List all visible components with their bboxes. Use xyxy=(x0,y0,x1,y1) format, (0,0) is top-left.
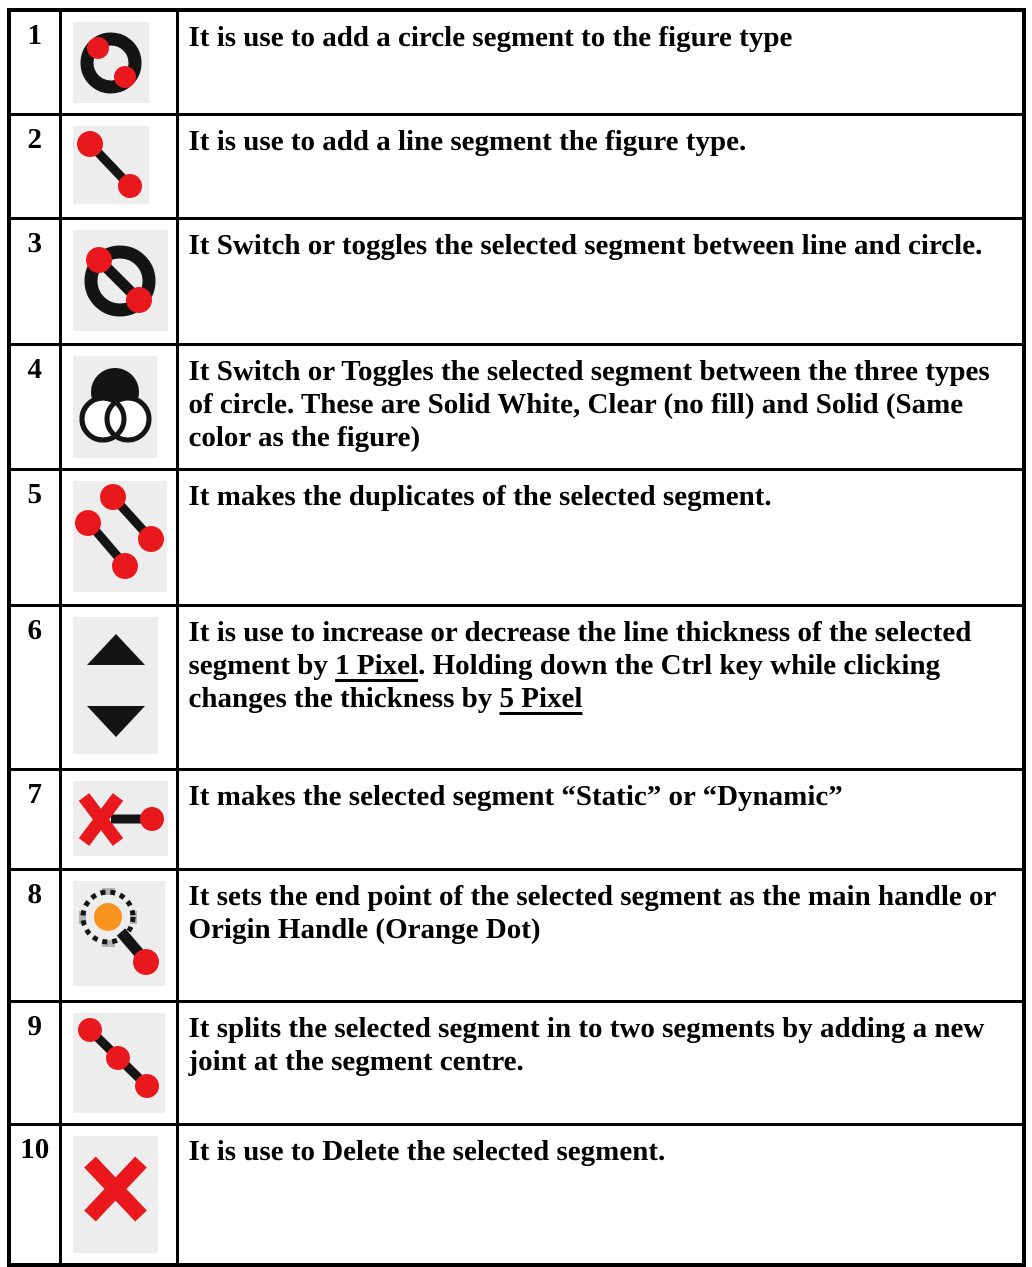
row-number: 2 xyxy=(9,115,60,219)
delete-segment-icon xyxy=(73,1136,158,1253)
description-text: It is use to Delete the selected segment. xyxy=(188,1135,666,1167)
description-text: It makes the selected segment “Static” or “Dynamic” xyxy=(188,780,843,812)
description-text: It is use to add a line segment the figure type. xyxy=(188,125,747,157)
icon-cell xyxy=(60,345,177,470)
row-description xyxy=(177,870,1024,1002)
table-row xyxy=(9,345,1024,470)
table-row xyxy=(9,1125,1024,1266)
description-text: It makes the duplicates of the selected segment. xyxy=(188,480,772,512)
duplicate-segment-icon xyxy=(73,481,167,592)
icon-cell xyxy=(60,1125,177,1266)
row-number: 1 xyxy=(9,10,60,115)
row-description xyxy=(177,345,1024,470)
icon-cell xyxy=(60,870,177,1002)
row-description xyxy=(177,1125,1024,1266)
line-thickness-icon-graphic xyxy=(73,617,158,754)
description-text: It is use to add a circle segment to the figure type xyxy=(188,21,793,53)
toggle-circle-fill-icon-graphic xyxy=(73,356,157,458)
table-row xyxy=(9,606,1024,770)
table-row xyxy=(9,1002,1024,1125)
icon-cell xyxy=(60,10,177,115)
underlined-text: 1 Pixel xyxy=(335,649,419,681)
row-description xyxy=(177,470,1024,606)
split-segment-icon xyxy=(73,1013,165,1113)
row-number: 10 xyxy=(9,1125,60,1266)
icon-cell xyxy=(60,115,177,219)
line-thickness-icon xyxy=(73,617,158,754)
split-segment-icon-graphic xyxy=(73,1013,165,1113)
delete-segment-icon-graphic xyxy=(73,1136,158,1253)
icon-cell xyxy=(60,219,177,345)
description-text: It is use to increase or decrease the line thickness of the selected segment by xyxy=(188,616,972,681)
row-description xyxy=(177,770,1024,870)
table-row xyxy=(9,770,1024,870)
row-description xyxy=(177,115,1024,219)
description-text: It sets the end point of the selected segment as the main handle or Origin Handle (Orange Dot) xyxy=(188,880,996,945)
row-number: 3 xyxy=(9,219,60,345)
add-circle-segment-icon-graphic xyxy=(73,22,149,103)
add-line-segment-icon xyxy=(73,126,149,204)
description-text: It splits the selected segment in to two segments by adding a new joint at the segment centre. xyxy=(188,1012,985,1077)
row-description xyxy=(177,219,1024,345)
duplicate-segment-icon-graphic xyxy=(73,481,167,592)
icon-cell xyxy=(60,1002,177,1125)
row-number: 9 xyxy=(9,1002,60,1125)
row-description xyxy=(177,10,1024,115)
toggle-line-circle-icon-graphic xyxy=(73,230,168,331)
static-dynamic-icon-graphic xyxy=(73,781,168,856)
table-row xyxy=(9,219,1024,345)
toggle-circle-fill-icon xyxy=(73,356,157,458)
toggle-line-circle-icon xyxy=(73,230,168,331)
table-row xyxy=(9,10,1024,115)
table-row xyxy=(9,115,1024,219)
row-number: 7 xyxy=(9,770,60,870)
underlined-text: 5 Pixel xyxy=(499,682,583,714)
row-description xyxy=(177,606,1024,770)
table-row xyxy=(9,470,1024,606)
icon-cell xyxy=(60,770,177,870)
origin-handle-icon xyxy=(73,881,165,986)
add-line-segment-icon-graphic xyxy=(73,126,149,204)
document-page xyxy=(0,8,1032,1267)
add-circle-segment-icon xyxy=(73,22,149,103)
row-number: 6 xyxy=(9,606,60,770)
origin-handle-icon-graphic xyxy=(73,881,165,986)
icon-cell xyxy=(60,606,177,770)
row-number: 5 xyxy=(9,470,60,606)
description-text: It Switch or Toggles the selected segment between the three types of circle. These are Solid White, Clear (no fill) and Solid (Same color as the figure) xyxy=(188,355,990,453)
icon-cell xyxy=(60,470,177,606)
row-description xyxy=(177,1002,1024,1125)
table-body xyxy=(9,10,1024,1265)
row-number: 4 xyxy=(9,345,60,470)
row-number: 8 xyxy=(9,870,60,1002)
toolbar-buttons-reference-table xyxy=(7,8,1026,1267)
description-text: It Switch or toggles the selected segment between line and circle. xyxy=(188,229,983,261)
description-text: . Holding down the Ctrl key while clicking changes the thickness by xyxy=(188,649,941,714)
table-row xyxy=(9,870,1024,1002)
static-dynamic-icon xyxy=(73,781,168,856)
